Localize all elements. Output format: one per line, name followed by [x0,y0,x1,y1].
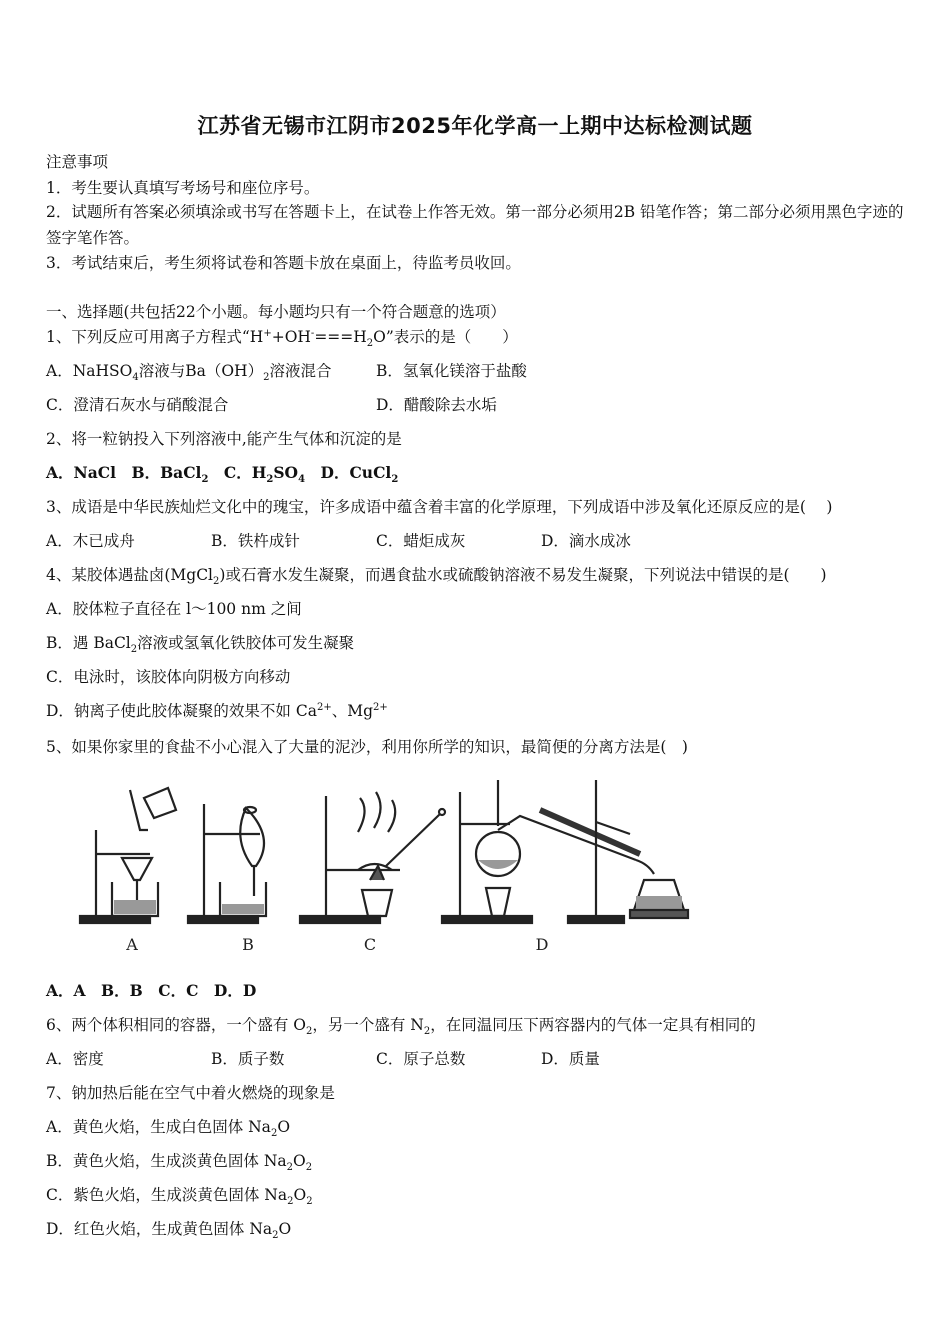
q1-option-c[interactable]: C．澄清石灰水与硝酸混合 [46,396,229,414]
q4-option-d[interactable]: D．钠离子使此胶体凝聚的效果不如 $Ca^{2+}$、$Mg^{2+}$ [46,701,388,720]
q4-option-b[interactable]: B．遇 BaCl$_2$溶液或氢氧化铁胶体可发生凝聚 [46,634,355,656]
section-heading: 一、选择题(共包括22个小题。每小题均只有一个符合题意的选项） [46,303,506,321]
notice-item-1: 1．考生要认真填写考场号和座位序号。 [46,179,320,197]
q3-option-b[interactable]: B．铁杵成针 [211,532,300,550]
page-title: 江苏省无锡市江阴市2025年化学高一上期中达标检测试题 [197,114,753,138]
q4-option-c[interactable]: C．电泳时，该胶体向阴极方向移动 [46,668,291,686]
figure-label-d: D [535,935,549,954]
q3-option-a[interactable]: A．木已成舟 [46,532,135,550]
q7-option-a[interactable]: A．黄色火焰，生成白色固体 $Na_2O$ [46,1118,291,1140]
q1-stem: 1、下列反应可用离子方程式“$H^++OH^-===H_2O$”表示的是（ ） [46,327,518,350]
figure-label-c: C [363,935,377,954]
q6-option-c[interactable]: C．原子总数 [376,1050,466,1068]
figure-label-a: A [126,935,138,954]
q4-option-a[interactable]: A．胶体粒子直径在 l～100 nm 之间 [46,600,302,618]
q7-option-d[interactable]: D．红色火焰，生成黄色固体 $Na_2O$ [46,1220,292,1242]
apparatus-a-filtration [80,788,176,923]
lab-apparatus-figure [70,770,710,960]
q5-options[interactable]: A．A B．B C．C D．D [46,981,257,1000]
apparatus-d-distillation [442,780,688,923]
notice-item-2: 2．试题所有答案必须填涂或书写在答题卡上，在试卷上作答无效。第一部分必须用2B 铅笔作答；第二部分必须用黑色字迹的签字笔作答。 [46,203,904,247]
notice-heading: 注意事项 [46,153,109,171]
q4-stem: 4、某胶体遇盐卤(MgCl$_2$)或石膏水发生凝聚，而遇食盐水或硫酸钠溶液不易发生凝聚，下列说法中错误的是( ) [46,566,827,588]
notice-item-3: 3．考试结束后，考生须将试卷和答题卡放在桌面上，待监考员收回。 [46,254,521,272]
apparatus-b-separatory-funnel [188,804,266,923]
q7-stem: 7、钠加热后能在空气中着火燃烧的现象是 [46,1084,335,1102]
figure-label-b: B [242,935,254,954]
q7-option-c[interactable]: C．紫色火焰，生成淡黄色固体 $Na_2O_2$ [46,1186,313,1208]
q5-stem: 5、如果你家里的食盐不小心混入了大量的泥沙，利用你所学的知识，最简便的分离方法是( ) [46,738,688,756]
q3-option-d[interactable]: D．滴水成冰 [541,532,631,550]
q6-option-b[interactable]: B．质子数 [211,1050,285,1068]
apparatus-c-evaporation [300,792,445,923]
q6-option-d[interactable]: D．质量 [541,1050,600,1068]
q1-option-b[interactable]: B．氢氧化镁溶于盐酸 [376,362,527,380]
q6-option-a[interactable]: A．密度 [46,1050,104,1068]
q6-stem: 6、两个体积相同的容器，一个盛有 $O_2$，另一个盛有 $N_2$，在同温同压下两容器内的气体一定具有相同的 [46,1016,756,1038]
q2-stem: 2、将一粒钠投入下列溶液中,能产生气体和沉淀的是 [46,430,402,448]
q1-option-a[interactable]: A．NaHSO$_4$溶液与$Ba(OH)_2$溶液混合 [46,362,332,384]
q3-option-c[interactable]: C．蜡炬成灰 [376,532,466,550]
q1-option-d[interactable]: D．醋酸除去水垢 [376,396,497,414]
q7-option-b[interactable]: B．黄色火焰，生成淡黄色固体 $Na_2O_2$ [46,1152,313,1174]
q3-stem: 3、成语是中华民族灿烂文化中的瑰宝，许多成语中蕴含着丰富的化学原理，下列成语中涉及氧化还原反应的是( ) [46,498,833,516]
q2-options[interactable]: A．NaCl B．BaCl$_2$ C．$H_2SO_4$ D．CuCl$_2$ [46,463,399,486]
